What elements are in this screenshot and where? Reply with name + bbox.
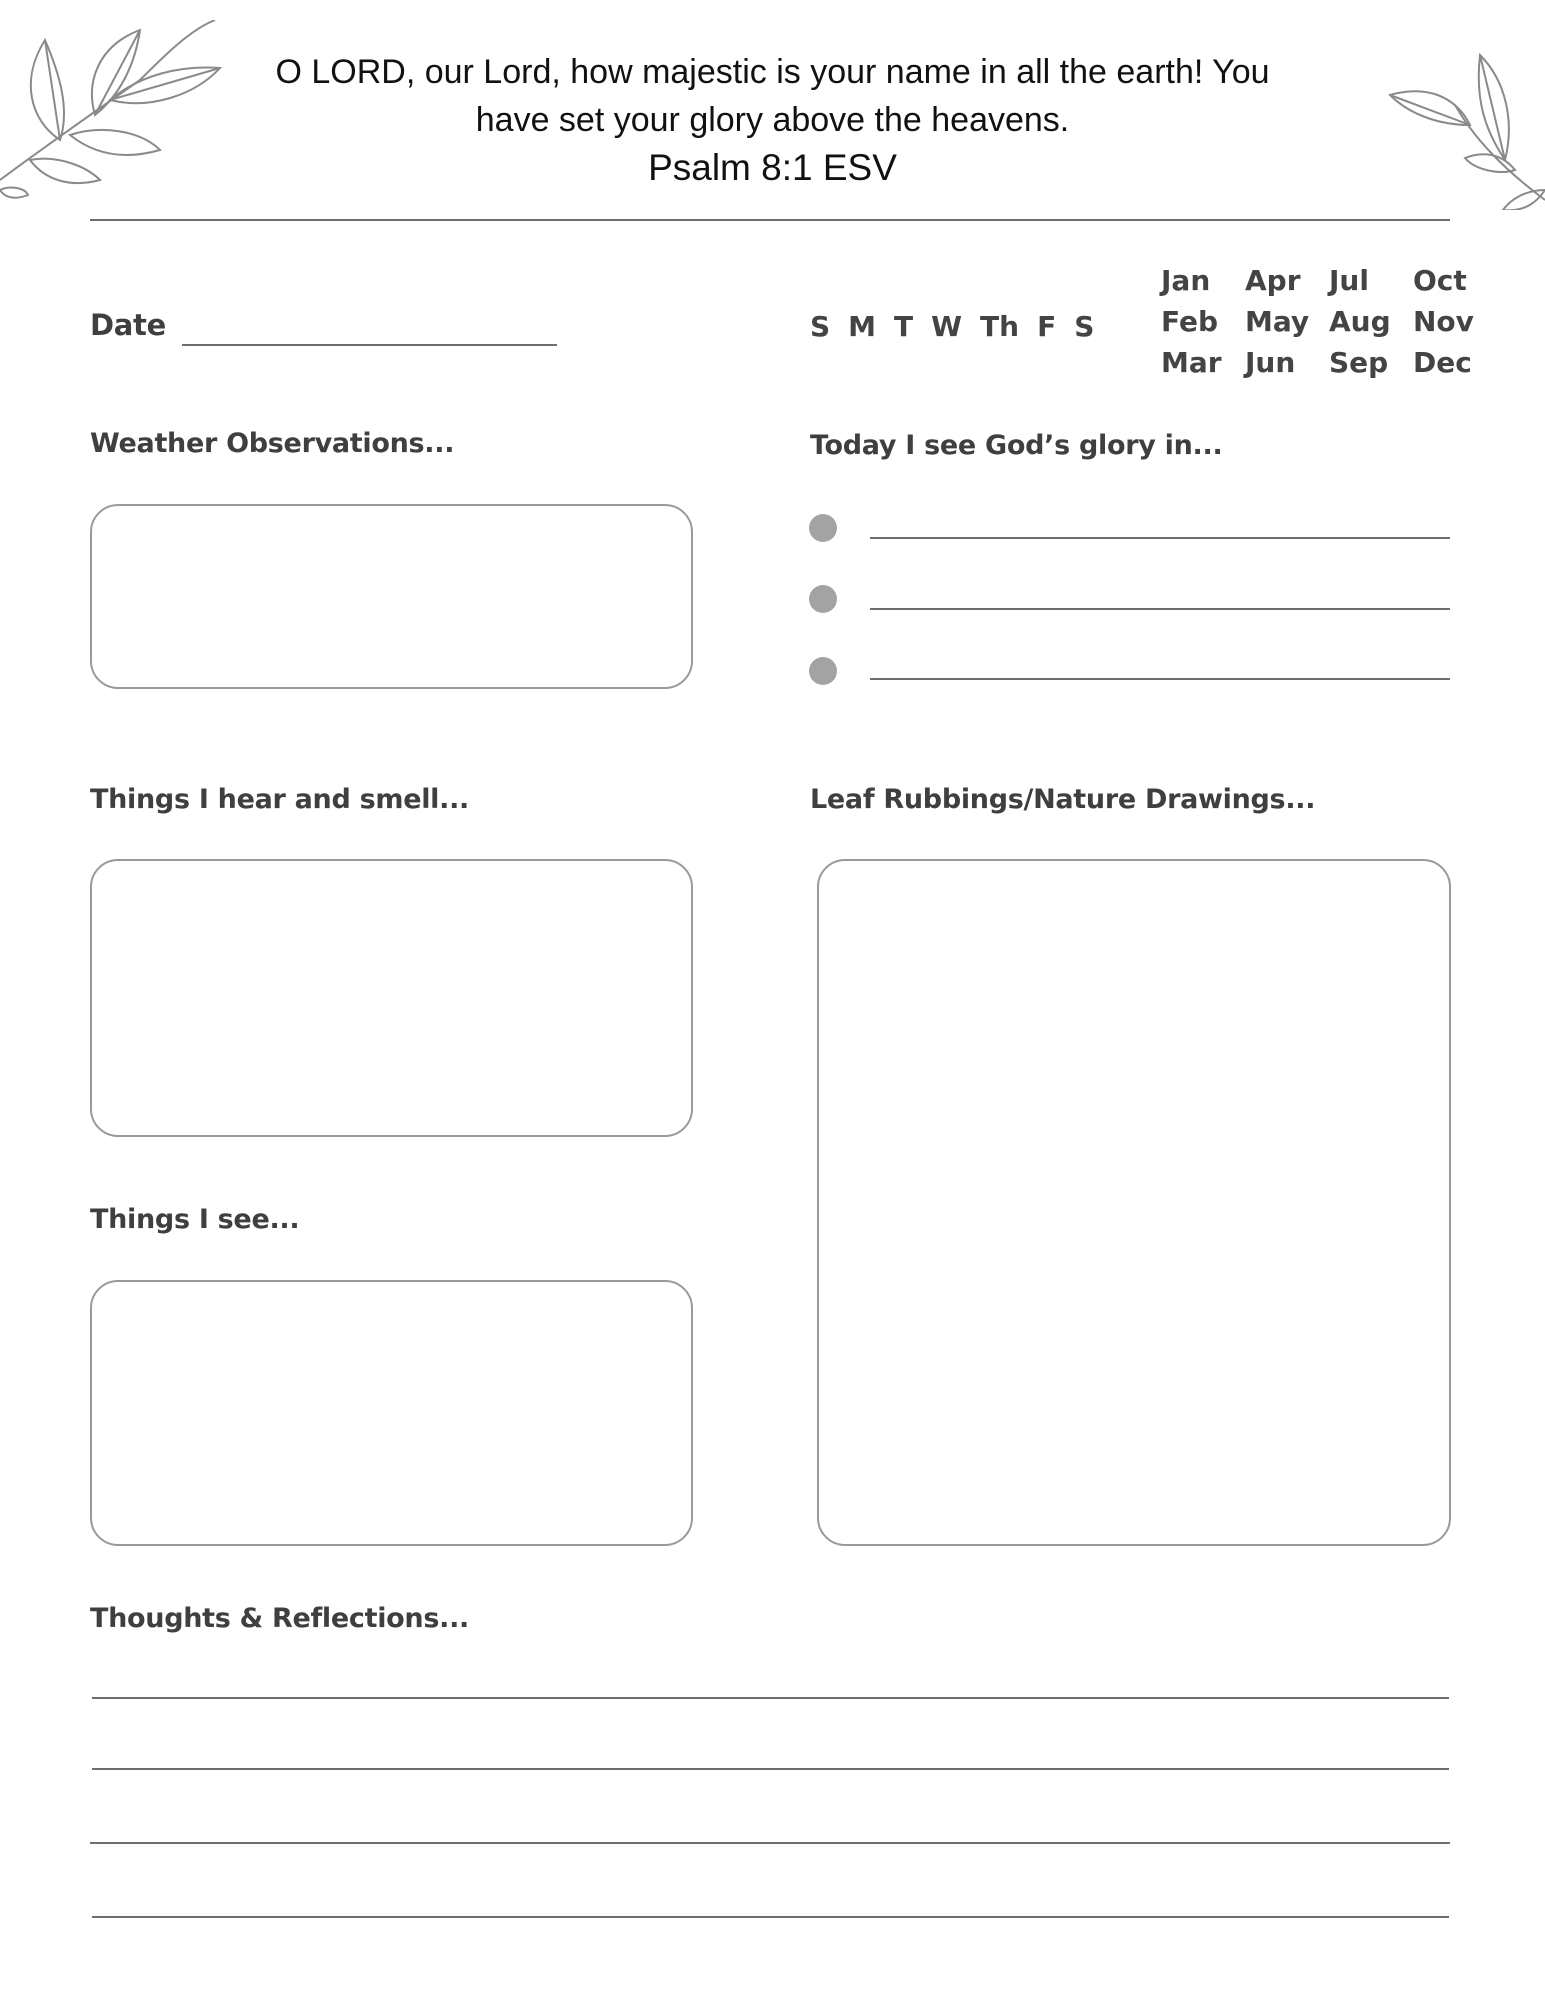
month-option[interactable]: Apr <box>1245 264 1301 297</box>
glory-line-3[interactable] <box>870 678 1450 680</box>
month-option[interactable]: Jan <box>1161 264 1211 297</box>
date-label: Date <box>90 308 166 342</box>
date-input-line[interactable] <box>182 344 557 346</box>
month-option[interactable]: Aug <box>1329 305 1391 338</box>
weather-heading: Weather Observations... <box>90 428 455 459</box>
day-option[interactable]: T <box>894 310 914 343</box>
day-option[interactable]: F <box>1037 310 1057 343</box>
month-option[interactable]: Jul <box>1329 264 1369 297</box>
header-divider <box>90 219 1450 221</box>
verse-header <box>220 48 1325 192</box>
month-option[interactable]: Feb <box>1161 305 1219 338</box>
see-box[interactable] <box>90 1280 693 1546</box>
month-option[interactable]: Nov <box>1413 305 1474 338</box>
day-option[interactable]: W <box>931 310 963 343</box>
thoughts-line-3[interactable] <box>90 1842 1450 1844</box>
hear-smell-box[interactable] <box>90 859 693 1137</box>
day-option[interactable]: S <box>1074 310 1095 343</box>
thoughts-line-4[interactable] <box>92 1916 1449 1918</box>
month-option[interactable]: Dec <box>1413 346 1472 379</box>
weather-box[interactable] <box>90 504 693 689</box>
leaf-drawing-box[interactable] <box>817 859 1451 1546</box>
see-heading: Things I see... <box>90 1204 300 1235</box>
thoughts-line-2[interactable] <box>92 1768 1449 1770</box>
thoughts-line-1[interactable] <box>92 1697 1449 1699</box>
leaf-branch-top-right-icon <box>1385 50 1545 210</box>
verse-reference: Psalm 8:1 ESV <box>648 147 897 188</box>
verse-line-2: have set your glory above the heavens. <box>475 101 1070 139</box>
bullet-icon <box>809 657 837 685</box>
leaf-heading: Leaf Rubbings/Nature Drawings... <box>810 784 1316 815</box>
month-selector <box>1161 264 1497 387</box>
glory-line-2[interactable] <box>870 608 1450 610</box>
day-option[interactable]: S <box>810 310 831 343</box>
month-option[interactable]: Sep <box>1329 346 1389 379</box>
bullet-icon <box>809 585 837 613</box>
day-option[interactable]: M <box>848 310 877 343</box>
glory-heading: Today I see God’s glory in... <box>810 430 1223 461</box>
month-option[interactable]: Jun <box>1245 346 1296 379</box>
thoughts-heading: Thoughts & Reflections... <box>90 1603 469 1634</box>
month-option[interactable]: Mar <box>1161 346 1222 379</box>
leaf-branch-top-left-icon <box>0 20 230 210</box>
verse-line-1: O LORD, our Lord, how majestic is your name in all the earth! You <box>275 53 1270 91</box>
hear-smell-heading: Things I hear and smell... <box>90 784 469 815</box>
month-option[interactable]: Oct <box>1413 264 1467 297</box>
glory-line-1[interactable] <box>870 537 1450 539</box>
day-option[interactable]: Th <box>980 310 1020 343</box>
month-option[interactable]: May <box>1245 305 1310 338</box>
bullet-icon <box>809 514 837 542</box>
day-selector <box>810 310 1094 343</box>
